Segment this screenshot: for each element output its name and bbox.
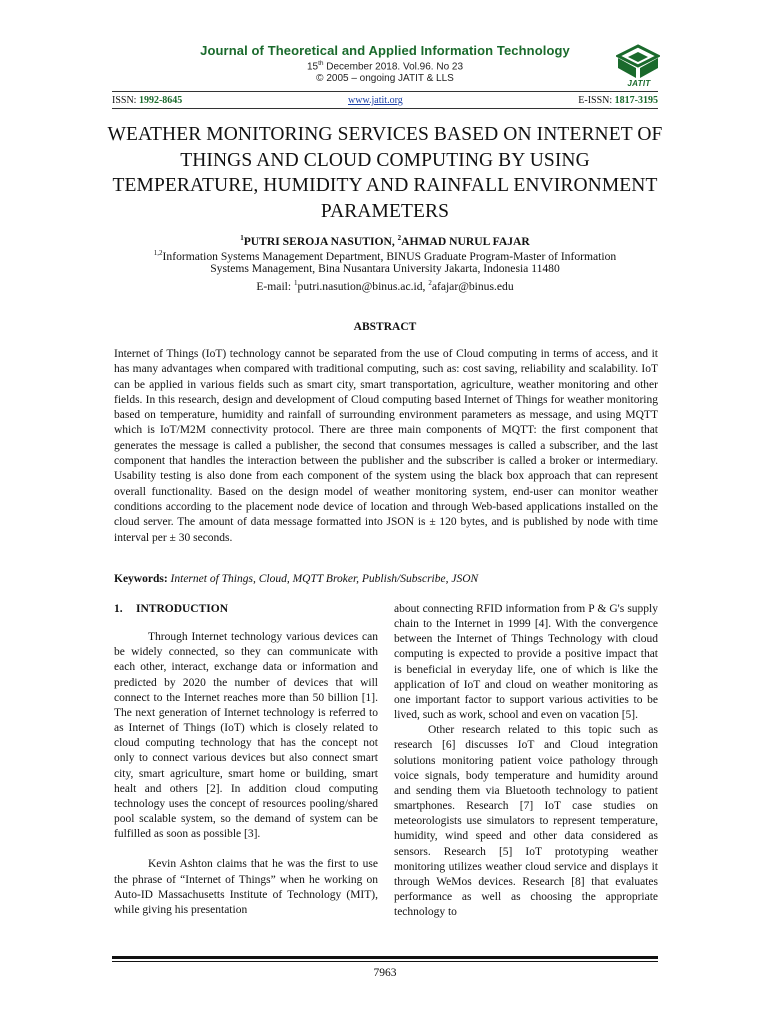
header-rule-bottom [112,108,658,109]
journal-url-link[interactable]: www.jatit.org [348,95,403,106]
logo-wordmark: JATIT [627,79,651,88]
affiliation-line-2: Systems Management, Bina Nusantara University Jakarta, Indonesia 11480 [210,262,560,275]
footer-rule [112,956,658,959]
issn: ISSN: 1992-8645 [112,95,183,106]
author-emails: E-mail: $^1$putri.nasution@binus.ac.id, $^2$afajar@binus.edu [256,279,514,293]
copyright-line: © 2005 – ongoing JATIT & LLS [316,73,454,85]
footer-rule-thin [112,961,658,962]
abstract-text: Internet of Things (IoT) technology cannot be separated from the use of Cloud computing in terms of access, and it has many advantages when compared with traditional computing, such as: cost saving, reliability and scalability. IoT can be applied in various fields such as smart city, smart transportation, agriculture, weather monitoring and other fields. In this research, design and development of Cloud computing based Internet of Things for weather monitoring based on temperature, humidity and rainfall of surrounding environment parameters as message, and using MQTT which is IoT/M2M connectivity protocol. There are three main components of MQTT: the first component that generates the message is called a publisher, the second that consumes messages is called a subscriber, and the last component that handles the interaction between the publisher and the subscriber is called a broker or intermediary. Usability testing is also done from each component of the system using the black box approach that can represent overall functionality. Based on the design model of weather monitoring system, end-user can monitor weather conditions according to the placement node device of location and through Web-based applications installed on the cloud server. The amount of data message formatted into JSON is ± 120 bytes, and is published by node with time interval per ± 30 seconds. [114,348,658,544]
affiliation-line-1: $^{1,2}$Information Systems Management Department, BINUS Graduate Program-Master of Information [153,249,617,263]
body-column-left [114,602,378,918]
eissn: E-ISSN: 1817-3195 [578,95,658,106]
page-number: 7963 [373,967,397,979]
paragraph: about connecting RFID information from P & G's supply chain to the Internet in 1999 [4]. With the convergence between the Internet of Things Technology with cloud computing is expected to provide a positive impact that is beneficial in everyday life, one of which is like the application of IoT and cloud on weather monitoring as one important factor to support various activities to be lived, such as work, school and even on vacation [5]. [394,603,658,722]
section-heading: 1. INTRODUCTION [114,603,229,615]
paragraph: Kevin Ashton claims that he was the first to use the phrase of “Internet of Things” when he working on Auto-ID Massachusetts Institute of Technology (MIT), while giving his presentation [114,858,378,916]
paragraph: Other research related to this topic such as research [6] discusses IoT and Cloud integration solutions monitoring patient voice pathology through voice signals, body temperature and humidity around and sending them via Bluetooth technology to patient smartphones. Research [7] IoT case studies on meteorologists use simulators to represent temperature, humidity, wind speed and other data considered as sensors. Research [5] IoT prototyping weather monitoring utilizes weather cloud service and displays it through WeMos devices. Research [8] that evaluates performance as well as choosing the appropriate technology to [394,724,658,919]
author-list: $^1$PUTRI SEROJA NASUTION, $^2$AHMAD NURUL FAJAR [240,234,530,248]
abstract-heading: ABSTRACT [353,321,417,333]
paper-title: WEATHER MONITORING SERVICES BASED ON INTERNET OF THINGS AND CLOUD COMPUTING BY USING TEMPERATURE, HUMIDITY AND RAINFALL ENVIRONMENT PARAMETERS [107,124,663,222]
header-rule-top [112,91,658,92]
body-column-right [394,602,658,920]
journal-title: Journal of Theoretical and Applied Information Technology [200,43,570,58]
paragraph: Through Internet technology various devices can be widely connected, so they can communicate with each other, interact, exchange data or information and predicted by 2020 the number of devices that will connect to the Internet reaches more than 50 billion [1]. The next generation of Internet technology is referred to as Internet of Things (IoT) which is closely related to cloud computing technology that has the concept not only to connect various devices but also connect smart city, smart agriculture, smart home or building, smart healt and others [2]. In addition cloud computing technology uses the concept of resources pooling/shared pool scalable system, so the demand of system can be fulfilled as soon as possible [3]. [114,631,378,841]
issue-date: 15th December 2018. Vol.96. No 23 [306,60,464,73]
keywords: Keywords: Internet of Things, Cloud, MQTT Broker, Publish/Subscribe, JSON [114,573,479,585]
